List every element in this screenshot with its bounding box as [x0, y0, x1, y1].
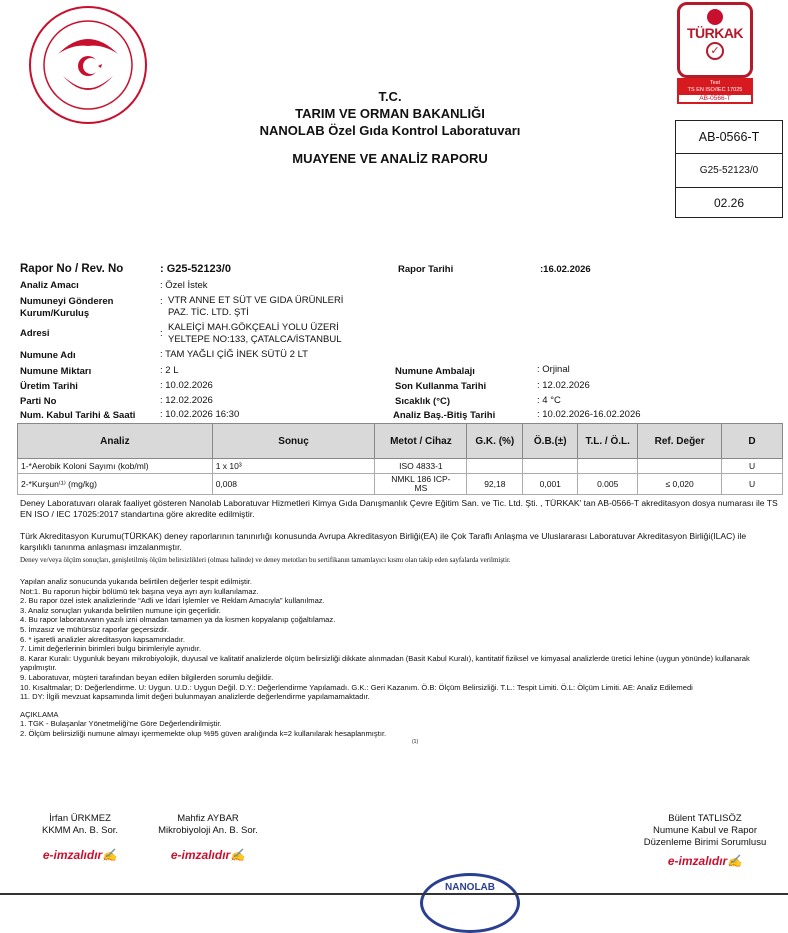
table-header-row	[18, 424, 783, 459]
note: 10. Kısaltmalar; D: Değerlendirme. U: Uygun. U.D.: Uygun Değil. D.Y.: Değerlendirme Yapılamadı. G.K.: Geri Kazanım. Ö.B: Ölçüm Belirsizliği. T.L.: Tespit Limiti. Ö.L: Ölçüm Limiti. AE: Analiz Edilemedi	[20, 682, 693, 692]
ambalaj-value: : Orjinal	[537, 364, 570, 375]
pen-icon: ✍	[230, 848, 246, 862]
accreditation-no-box: AB-0566-T	[675, 120, 783, 154]
col-d: D	[722, 424, 783, 459]
rapor-tarihi-label: Rapor Tarihi	[398, 264, 454, 275]
note: 6. * işaretli analizler akreditasyon kapsamındadır.	[20, 634, 186, 644]
gonderen-label: Numuneyi Gönderen Kurum/Kuruluş	[20, 296, 114, 319]
note: Yapılan analiz sonucunda yukarıda belirtilen değerler tespit edilmiştir.	[20, 577, 253, 586]
revision-date-box: 02.26	[675, 188, 783, 218]
sicaklik-value: : 4 °C	[537, 395, 561, 406]
turkak-standard: TS EN ISO/IEC 17025	[687, 87, 743, 93]
uretim-label: Üretim Tarihi	[20, 381, 78, 392]
parti-value: : 12.02.2026	[160, 395, 213, 406]
notes-list	[20, 577, 780, 739]
col-tl: T.L. / Ö.L.	[578, 424, 638, 459]
turkak-logo	[677, 2, 753, 110]
gonderen-value-2: PAZ. TİC. LTD. ŞTİ	[168, 307, 249, 318]
adres-value-2: YELTEPE NO:133, ÇATALCA/İSTANBUL	[168, 334, 342, 345]
uretim-value: : 10.02.2026	[160, 380, 213, 391]
header-line-tc: T.C.	[378, 89, 402, 104]
results-note: Deney ve/veya ölçüm sonuçları, genişletilmiş ölçüm belirsizlikleri (olması halinde) ve deney metotları bu sertifikanın tamamlayıcı kısmı olan takip eden sayfalarda verilmiştir.	[20, 556, 511, 564]
col-gk: G.K. (%)	[467, 424, 523, 459]
adres-label: Adresi	[20, 328, 50, 339]
e-signature: e-imzalıdır✍	[667, 854, 743, 868]
aciklama-item: 1. TGK - Bulaşanlar Yönetmeliği'ne Göre Değerlendirilmiştir.	[20, 719, 222, 729]
skt-value: : 12.02.2026	[537, 380, 590, 391]
header-ministry: TARIM VE ORMAN BAKANLIĞI	[295, 106, 485, 121]
cell: 0,001	[523, 474, 578, 495]
sicaklik-label: Sıcaklık (°C)	[395, 396, 451, 407]
cell	[523, 459, 578, 474]
note: 7. Limit değerlerinin birimleri bulgu birimleriyle aynıdır.	[20, 644, 202, 654]
cell: 92,18	[467, 474, 523, 495]
note: 5. İmzasız ve mühürsüz raporlar geçersizdir.	[20, 624, 169, 634]
col-ref: Ref. Değer	[638, 424, 722, 459]
note: 9. Laboratuvar, müşteri tarafından beyan edilen bilgilerden sorumlu değildir.	[20, 672, 274, 682]
ambalaj-label: Numune Ambalajı	[395, 366, 475, 377]
cell: 0,008	[212, 474, 375, 495]
signer-title: Mikrobiyoloji An. B. Sor.	[158, 825, 258, 836]
signer-title: KKMM An. B. Sor.	[41, 825, 119, 836]
note: 4. Bu rapor laboratuvarın yazılı izni olmadan tamamen ya da kısmen kopyalanıp çoğaltılamaz.	[20, 615, 336, 625]
col-analiz: Analiz	[18, 424, 213, 459]
report-no-box: G25-52123/0	[675, 153, 783, 188]
col-ob: Ö.B.(±)	[523, 424, 578, 459]
miktar-label: Numune Miktarı	[20, 366, 92, 377]
turkak-test: Test	[709, 80, 721, 86]
rapor-no-label: Rapor No / Rev. No	[20, 263, 124, 275]
aciklama-item: 2. Ölçüm belirsizliği numune almayı içermemekte olup %95 güven aralığında k=2 kullanılarak hesaplanmıştır.	[20, 728, 387, 738]
check-icon: ✓	[706, 42, 724, 60]
turkak-paragraph: Türk Akreditasyon Kurumu(TÜRKAK) deney raporlarının tanınırlığı konusunda Avrupa Akreditasyon Birliği(EA) ile Çok Taraflı Anlaşma ve Uluslararası Laboratuvar Akreditasyon Birliği(ILAC) ile karşılıklı tanınma anlaşması imzalanmıştır.	[20, 531, 747, 552]
signer-name: Mahfiz AYBAR	[177, 813, 239, 824]
note: 8. Karar Kuralı: Uygunluk beyanı mikrobiyolojik, duyusal ve kalitatif analizlerde ölçüm belirsizliği dikkate alınmadan (Basit Kabul Kuralı), kantitatif fiziksel ve kimyasal analizlerde üretici lehine (uygun yönünde) kullanarak yapılmıştır.	[20, 653, 750, 673]
cell: 0.005	[578, 474, 638, 495]
cell: ≤ 0,020	[638, 474, 722, 495]
adres-value-1: KALEİÇİ MAH.GÖKÇEALİ YOLU ÜZERİ	[168, 322, 339, 333]
signer-name: Bülent TATLISÖZ	[668, 813, 742, 824]
parti-label: Parti No	[20, 396, 57, 407]
cell	[578, 459, 638, 474]
col-metot: Metot / Cihaz	[375, 424, 467, 459]
analysis-results-table	[17, 423, 783, 495]
rapor-no-value: : G25-52123/0	[160, 263, 231, 275]
gonderen-value-1: VTR ANNE ET SÜT VE GIDA ÜRÜNLERİ	[168, 295, 344, 306]
cell: U	[722, 474, 783, 495]
skt-label: Son Kullanma Tarihi	[395, 381, 487, 392]
amac-value: : Özel İstek	[160, 280, 208, 291]
signer-name: İrfan ÜRKMEZ	[49, 813, 111, 824]
cell	[638, 459, 722, 474]
col-sonuc: Sonuç	[212, 424, 375, 459]
cell: 1 x 10³	[212, 459, 375, 474]
miktar-value: : 2 L	[160, 365, 179, 376]
report-title: MUAYENE VE ANALİZ RAPORU	[292, 151, 488, 166]
cell	[467, 459, 523, 474]
analiz-tarih-label: Analiz Baş.-Bitiş Tarihi	[393, 410, 496, 421]
signer-title: Numune Kabul ve Rapor Düzenleme Birimi Sorumlusu	[643, 825, 767, 848]
note: 11. DY: İlgili mevzuat kapsamında limit değeri bulunmayan analizlerde değerlendirme yapılamamaktadır.	[20, 692, 370, 702]
table-row	[18, 459, 783, 474]
e-signature: e-imzalıdır✍	[170, 848, 246, 862]
amac-label: Analiz Amacı	[20, 280, 79, 291]
turkak-brand: TÜRKAK	[686, 25, 744, 41]
signature-block	[640, 813, 770, 867]
kabul-label: Num. Kabul Tarihi & Saati	[20, 410, 136, 421]
note: 2. Bu rapor özel istek analizlerinde “Adli ve İdari İşlemler ve Reklam Amacıyla” kullanılmaz.	[20, 596, 325, 606]
numune-adi-label: Numune Adı	[20, 350, 76, 361]
aciklama-title: AÇIKLAMA	[20, 709, 59, 719]
cell: NMKL 186 ICP-MS	[375, 474, 467, 495]
rapor-tarihi-value: :16.02.2026	[540, 264, 591, 275]
turkak-code: AB-0566-T	[679, 95, 751, 102]
cell: U	[722, 459, 783, 474]
cell: 2-*Kurşun⁽¹⁾ (mg/kg)	[18, 474, 213, 495]
ministry-seal-logo	[18, 4, 158, 126]
signature-block	[138, 813, 278, 861]
cell: 1-*Aerobik Koloni Sayımı (kob/ml)	[18, 459, 213, 474]
accreditation-paragraph: Deney Laboratuvarı olarak faaliyet gösteren Nanolab Laboratuvar Hizmetleri Kimya Gıda Danışmanlık Çevre Eğitim San. ve Tic. Ltd. Şti. , TÜRKAK' tan AB-0566-T akreditasyon dosya numarası ile TS EN ISO / IEC 17025:2017 standartına göre akredite edilmiştir.	[20, 498, 778, 519]
note: Not:1. Bu raporun hiçbir bölümü tek başına veya ayrı ayrı kullanılamaz.	[20, 586, 259, 596]
e-signature: e-imzalıdır✍	[42, 848, 118, 862]
analiz-tarih-value: : 10.02.2026-16.02.2026	[537, 409, 641, 420]
lab-stamp: NANOLAB	[420, 873, 520, 933]
signature-block	[25, 813, 135, 861]
pen-icon: ✍	[727, 854, 743, 868]
header-lab-name: NANOLAB Özel Gıda Kontrol Laboratuvarı	[259, 123, 521, 138]
numune-adi-value: : TAM YAĞLI ÇİĞ İNEK SÜTÜ 2 LT	[160, 349, 308, 360]
cell: ISO 4833-1	[375, 459, 467, 474]
kabul-value: : 10.02.2026 16:30	[160, 409, 240, 420]
footnote-marker: (1)	[412, 739, 419, 745]
note: 3. Analiz sonuçları yukarıda belirtilen numune için geçerlidir.	[20, 605, 221, 615]
table-row	[18, 474, 783, 495]
pen-icon: ✍	[102, 848, 118, 862]
